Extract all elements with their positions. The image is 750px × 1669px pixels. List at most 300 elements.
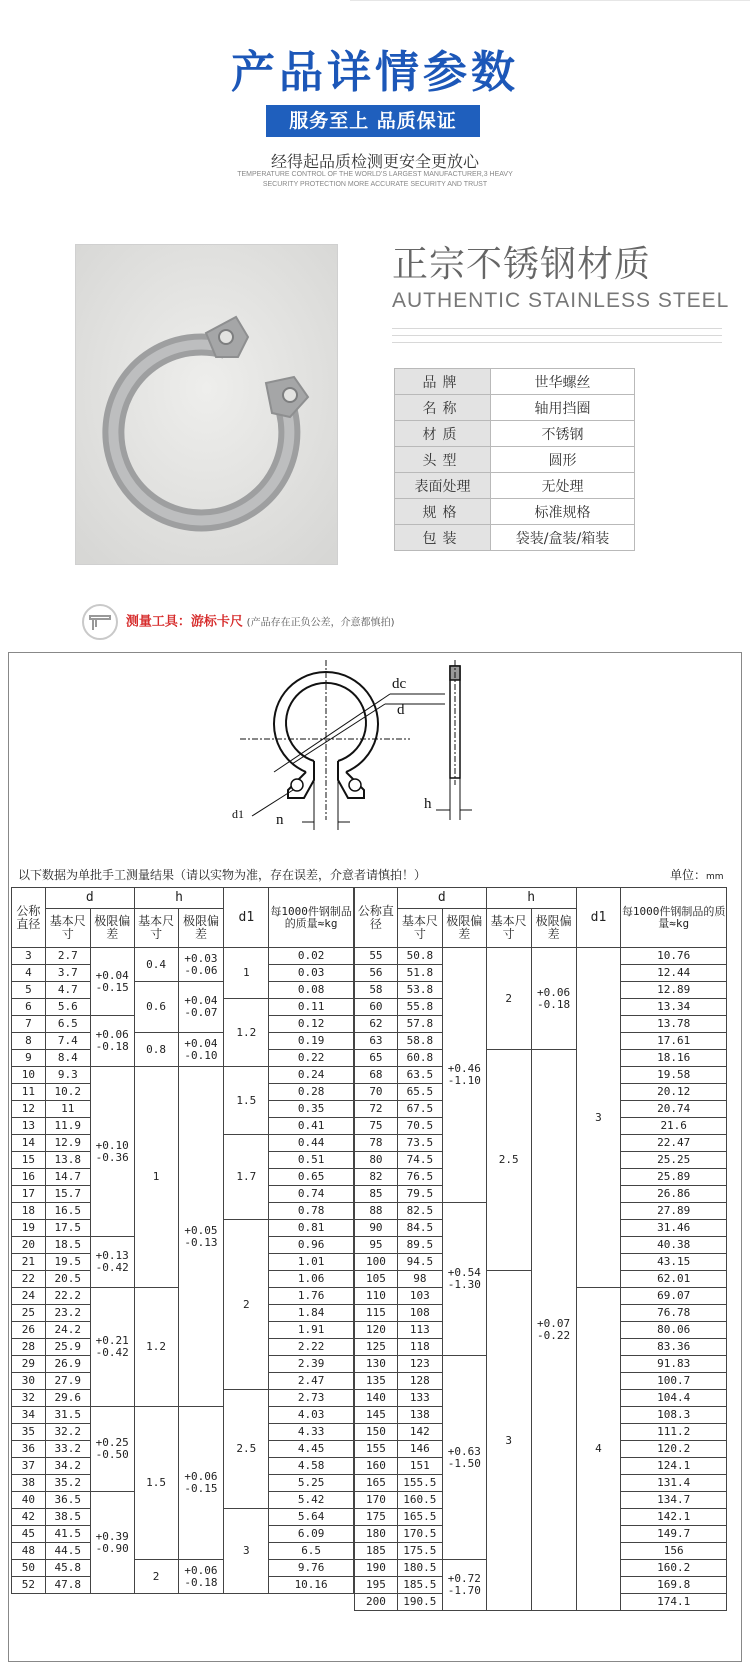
cell-mass: 10.76	[621, 948, 727, 965]
cell-mass: 6.5	[269, 1543, 354, 1560]
cell-mass: 2.22	[269, 1339, 354, 1356]
cell-mass: 0.74	[269, 1186, 354, 1203]
spec-value: 世华螺丝	[491, 369, 635, 395]
cell-mass: 169.8	[621, 1577, 727, 1594]
cell-d: 3.7	[45, 965, 90, 982]
cell-d: 170.5	[397, 1526, 442, 1543]
col-mass: 每1000件钢制品的质量≈kg	[621, 888, 727, 948]
cell-d-tol: +0.06 -0.18	[90, 1016, 134, 1067]
cell-nom: 48	[12, 1543, 46, 1560]
spec-key: 表面处理	[395, 473, 491, 499]
cell-d: 151	[397, 1458, 442, 1475]
cell-mass: 20.74	[621, 1101, 727, 1118]
caliper-icon	[82, 604, 118, 640]
cell-nom: 175	[355, 1509, 398, 1526]
cell-h-tol: +0.06 -0.18	[178, 1560, 224, 1594]
cell-d: 57.8	[397, 1016, 442, 1033]
cell-mass: 0.11	[269, 999, 354, 1016]
cell-nom: 21	[12, 1254, 46, 1271]
cell-nom: 18	[12, 1203, 46, 1220]
cell-d: 29.6	[45, 1390, 90, 1407]
cell-d: 24.2	[45, 1322, 90, 1339]
cell-d: 118	[397, 1339, 442, 1356]
cell-nom: 3	[12, 948, 46, 965]
cell-nom: 50	[12, 1560, 46, 1577]
spec-value: 袋装/盒装/箱装	[491, 525, 635, 551]
cell-nom: 56	[355, 965, 398, 982]
cell-d-tol: +0.63 -1.50	[442, 1356, 486, 1560]
cell-mass: 83.36	[621, 1339, 727, 1356]
cell-nom: 88	[355, 1203, 398, 1220]
spec-row	[395, 473, 635, 499]
cell-nom: 40	[12, 1492, 46, 1509]
cell-mass: 40.38	[621, 1237, 727, 1254]
cell-h: 1.5	[134, 1407, 178, 1560]
cell-mass: 100.7	[621, 1373, 727, 1390]
tool-note: (产品存在正负公差，介意都慎拍)	[246, 617, 395, 629]
decorative-lines	[392, 322, 722, 349]
cell-d: 94.5	[397, 1254, 442, 1271]
spec-key: 规格	[395, 499, 491, 525]
cell-mass: 2.39	[269, 1356, 354, 1373]
cell-mass: 0.28	[269, 1084, 354, 1101]
cell-h-tol: +0.06 -0.18	[531, 948, 576, 1050]
cell-d: 175.5	[397, 1543, 442, 1560]
spec-row	[395, 395, 635, 421]
cell-d: 155.5	[397, 1475, 442, 1492]
cell-mass: 108.3	[621, 1407, 727, 1424]
spec-key: 头型	[395, 447, 491, 473]
cell-d: 128	[397, 1373, 442, 1390]
cell-d: 5.6	[45, 999, 90, 1016]
cell-d: 53.8	[397, 982, 442, 999]
cell-nom: 90	[355, 1220, 398, 1237]
table-row	[355, 948, 727, 965]
label-h: h	[424, 796, 432, 812]
cell-mass: 0.08	[269, 982, 354, 999]
cell-nom: 63	[355, 1033, 398, 1050]
retaining-ring-diagram	[232, 660, 520, 860]
cell-nom: 72	[355, 1101, 398, 1118]
cell-d: 35.2	[45, 1475, 90, 1492]
cell-mass: 20.12	[621, 1084, 727, 1101]
cell-mass: 1.91	[269, 1322, 354, 1339]
cell-d: 185.5	[397, 1577, 442, 1594]
cell-nom: 28	[12, 1339, 46, 1356]
cell-nom: 26	[12, 1322, 46, 1339]
cell-mass: 0.19	[269, 1033, 354, 1050]
cell-d1: 4	[576, 1288, 621, 1611]
label-n: n	[276, 812, 284, 828]
cell-nom: 110	[355, 1288, 398, 1305]
cell-d1: 3	[576, 948, 621, 1288]
label-d1: d1	[232, 807, 244, 821]
cell-nom: 16	[12, 1169, 46, 1186]
cell-mass: 17.61	[621, 1033, 727, 1050]
cell-d: 47.8	[45, 1577, 90, 1594]
col-nominal: 公称直径	[12, 888, 46, 948]
cell-h: 0.4	[134, 948, 178, 982]
cell-mass: 0.65	[269, 1169, 354, 1186]
col-d-tol: 极限偏差	[90, 909, 134, 948]
cell-mass: 0.03	[269, 965, 354, 982]
table-row	[12, 1067, 354, 1084]
cell-d: 13.8	[45, 1152, 90, 1169]
cell-mass: 19.58	[621, 1067, 727, 1084]
table-row	[12, 1560, 354, 1577]
cell-d: 63.5	[397, 1067, 442, 1084]
cell-h: 3	[486, 1271, 531, 1611]
cell-d: 82.5	[397, 1203, 442, 1220]
cell-mass: 18.16	[621, 1050, 727, 1067]
cell-d: 14.7	[45, 1169, 90, 1186]
cell-d: 34.2	[45, 1458, 90, 1475]
cell-mass: 4.45	[269, 1441, 354, 1458]
table-row	[12, 1407, 354, 1424]
cell-nom: 38	[12, 1475, 46, 1492]
cell-mass: 0.35	[269, 1101, 354, 1118]
cell-h: 1.2	[134, 1288, 178, 1407]
cell-d: 36.5	[45, 1492, 90, 1509]
cell-mass: 0.44	[269, 1135, 354, 1152]
cell-nom: 34	[12, 1407, 46, 1424]
cell-nom: 115	[355, 1305, 398, 1322]
cell-d: 8.4	[45, 1050, 90, 1067]
cell-mass: 4.03	[269, 1407, 354, 1424]
cell-d: 60.8	[397, 1050, 442, 1067]
cell-mass: 13.78	[621, 1016, 727, 1033]
cell-mass: 21.6	[621, 1118, 727, 1135]
dimension-table-right	[354, 887, 727, 1611]
col-d: d	[397, 888, 486, 909]
cell-d: 98	[397, 1271, 442, 1288]
cell-mass: 1.06	[269, 1271, 354, 1288]
cell-d1: 1	[224, 948, 269, 999]
cell-h-tol: +0.07 -0.22	[531, 1050, 576, 1611]
cell-nom: 125	[355, 1339, 398, 1356]
cell-mass: 1.76	[269, 1288, 354, 1305]
retaining-ring-image	[76, 245, 337, 564]
cell-nom: 17	[12, 1186, 46, 1203]
top-divider	[350, 0, 750, 1]
cell-nom: 105	[355, 1271, 398, 1288]
cell-d: 4.7	[45, 982, 90, 999]
cell-nom: 10	[12, 1067, 46, 1084]
cell-mass: 10.16	[269, 1577, 354, 1594]
spec-value: 圆形	[491, 447, 635, 473]
cell-nom: 155	[355, 1441, 398, 1458]
cell-h: 1	[134, 1067, 178, 1288]
table-row	[355, 1050, 727, 1067]
col-d-tol: 极限偏差	[442, 909, 486, 948]
material-title-zh: 正宗不锈钢材质	[392, 244, 652, 285]
cell-d-tol: +0.21 -0.42	[90, 1288, 134, 1407]
cell-mass: 2.73	[269, 1390, 354, 1407]
cell-nom: 45	[12, 1526, 46, 1543]
cell-nom: 185	[355, 1543, 398, 1560]
cell-d: 33.2	[45, 1441, 90, 1458]
cell-mass: 5.42	[269, 1492, 354, 1509]
cell-nom: 130	[355, 1356, 398, 1373]
col-h: h	[486, 888, 576, 909]
cell-nom: 19	[12, 1220, 46, 1237]
label-d: d	[397, 702, 405, 718]
cell-mass: 4.58	[269, 1458, 354, 1475]
cell-nom: 8	[12, 1033, 46, 1050]
cell-nom: 85	[355, 1186, 398, 1203]
cell-mass: 0.81	[269, 1220, 354, 1237]
cell-mass: 174.1	[621, 1594, 727, 1611]
cell-mass: 91.83	[621, 1356, 727, 1373]
spec-key: 材质	[395, 421, 491, 447]
cell-mass: 4.33	[269, 1424, 354, 1441]
cell-h: 0.6	[134, 982, 178, 1033]
cell-mass: 0.24	[269, 1067, 354, 1084]
cell-d1: 1.7	[224, 1135, 269, 1220]
cell-h: 0.8	[134, 1033, 178, 1067]
col-h: h	[134, 888, 224, 909]
cell-nom: 58	[355, 982, 398, 999]
cell-nom: 55	[355, 948, 398, 965]
cell-d: 67.5	[397, 1101, 442, 1118]
cell-nom: 12	[12, 1101, 46, 1118]
cell-d: 11	[45, 1101, 90, 1118]
spec-row	[395, 447, 635, 473]
cell-d: 123	[397, 1356, 442, 1373]
table-row	[12, 948, 354, 965]
cell-nom: 170	[355, 1492, 398, 1509]
col-h-tol: 极限偏差	[531, 909, 576, 948]
col-nominal: 公称直径	[355, 888, 398, 948]
cell-mass: 62.01	[621, 1271, 727, 1288]
cell-mass: 43.15	[621, 1254, 727, 1271]
col-h-tol: 极限偏差	[178, 909, 224, 948]
cell-mass: 124.1	[621, 1458, 727, 1475]
cell-nom: 11	[12, 1084, 46, 1101]
cell-nom: 20	[12, 1237, 46, 1254]
cell-mass: 31.46	[621, 1220, 727, 1237]
cell-nom: 180	[355, 1526, 398, 1543]
tool-label: 测量工具：游标卡尺	[125, 614, 243, 630]
cell-nom: 30	[12, 1373, 46, 1390]
cell-mass: 12.44	[621, 965, 727, 982]
cell-nom: 75	[355, 1118, 398, 1135]
cell-nom: 62	[355, 1016, 398, 1033]
cell-d: 15.7	[45, 1186, 90, 1203]
cell-nom: 52	[12, 1577, 46, 1594]
cell-d: 103	[397, 1288, 442, 1305]
cell-d: 17.5	[45, 1220, 90, 1237]
cell-d: 27.9	[45, 1373, 90, 1390]
spec-value: 轴用挡圈	[491, 395, 635, 421]
measuring-tool-note	[82, 604, 394, 640]
cell-mass: 134.7	[621, 1492, 727, 1509]
spec-key: 名称	[395, 395, 491, 421]
cell-nom: 13	[12, 1118, 46, 1135]
page-title: 产品详情参数	[231, 47, 519, 98]
cell-d-tol: +0.13 -0.42	[90, 1237, 134, 1288]
cell-h: 2.5	[486, 1050, 531, 1271]
cell-d: 55.8	[397, 999, 442, 1016]
cell-nom: 195	[355, 1577, 398, 1594]
subtitle: 经得起品质检测更安全更放心	[270, 152, 479, 171]
cell-nom: 140	[355, 1390, 398, 1407]
cell-d: 9.3	[45, 1067, 90, 1084]
cell-d-tol: +0.10 -0.36	[90, 1067, 134, 1237]
cell-nom: 32	[12, 1390, 46, 1407]
cell-d1: 3	[224, 1509, 269, 1594]
cell-d: 25.9	[45, 1339, 90, 1356]
cell-mass: 1.01	[269, 1254, 354, 1271]
cell-mass: 80.06	[621, 1322, 727, 1339]
cell-h: 2	[486, 948, 531, 1050]
cell-nom: 190	[355, 1560, 398, 1577]
service-banner: 服务至上 品质保证	[266, 105, 480, 137]
cell-d: 51.8	[397, 965, 442, 982]
cell-d: 142	[397, 1424, 442, 1441]
cell-d: 89.5	[397, 1237, 442, 1254]
spec-row	[395, 369, 635, 395]
cell-d: 70.5	[397, 1118, 442, 1135]
cell-d: 73.5	[397, 1135, 442, 1152]
col-d: d	[45, 888, 134, 909]
cell-d1: 2.5	[224, 1390, 269, 1509]
spec-key: 品牌	[395, 369, 491, 395]
cell-nom: 60	[355, 999, 398, 1016]
cell-d: 31.5	[45, 1407, 90, 1424]
cell-nom: 37	[12, 1458, 46, 1475]
cell-d: 20.5	[45, 1271, 90, 1288]
spec-row	[395, 525, 635, 551]
cell-mass: 0.78	[269, 1203, 354, 1220]
cell-nom: 145	[355, 1407, 398, 1424]
cell-d: 11.9	[45, 1118, 90, 1135]
cell-nom: 120	[355, 1322, 398, 1339]
cell-d-tol: +0.54 -1.30	[442, 1203, 486, 1356]
cell-d: 18.5	[45, 1237, 90, 1254]
cell-d: 16.5	[45, 1203, 90, 1220]
unit-label: 单位：mm	[670, 868, 724, 882]
table-row	[12, 982, 354, 999]
cell-d: 180.5	[397, 1560, 442, 1577]
cell-d: 76.5	[397, 1169, 442, 1186]
col-h-basic: 基本尺寸	[134, 909, 178, 948]
cell-mass: 0.41	[269, 1118, 354, 1135]
cell-d: 22.2	[45, 1288, 90, 1305]
cell-mass: 26.86	[621, 1186, 727, 1203]
cell-d: 108	[397, 1305, 442, 1322]
cell-nom: 42	[12, 1509, 46, 1526]
cell-nom: 200	[355, 1594, 398, 1611]
cell-d: 19.5	[45, 1254, 90, 1271]
cell-d: 10.2	[45, 1084, 90, 1101]
cell-mass: 0.02	[269, 948, 354, 965]
data-notice: 以下数据为单批手工测量结果（请以实物为准，存在误差，介意者请慎拍！）	[18, 868, 427, 882]
cell-mass: 142.1	[621, 1509, 727, 1526]
cell-nom: 160	[355, 1458, 398, 1475]
cell-mass: 131.4	[621, 1475, 727, 1492]
spec-value: 不锈钢	[491, 421, 635, 447]
cell-d: 190.5	[397, 1594, 442, 1611]
cell-d: 38.5	[45, 1509, 90, 1526]
cell-d-tol: +0.04 -0.15	[90, 948, 134, 1016]
cell-h-tol: +0.04 -0.07	[178, 982, 224, 1033]
cell-h-tol: +0.03 -0.06	[178, 948, 224, 982]
cell-d: 7.4	[45, 1033, 90, 1050]
cell-d: 79.5	[397, 1186, 442, 1203]
cell-nom: 24	[12, 1288, 46, 1305]
cell-d: 65.5	[397, 1084, 442, 1101]
cell-nom: 95	[355, 1237, 398, 1254]
cell-nom: 65	[355, 1050, 398, 1067]
cell-h-tol: +0.06 -0.15	[178, 1407, 224, 1560]
col-d-basic: 基本尺寸	[45, 909, 90, 948]
cell-nom: 4	[12, 965, 46, 982]
label-dc: dc	[392, 676, 407, 692]
cell-nom: 100	[355, 1254, 398, 1271]
cell-mass: 0.12	[269, 1016, 354, 1033]
cell-mass: 1.84	[269, 1305, 354, 1322]
cell-nom: 80	[355, 1152, 398, 1169]
cell-mass: 0.96	[269, 1237, 354, 1254]
cell-mass: 160.2	[621, 1560, 727, 1577]
cell-d: 6.5	[45, 1016, 90, 1033]
cell-d: 45.8	[45, 1560, 90, 1577]
cell-d: 84.5	[397, 1220, 442, 1237]
cell-nom: 150	[355, 1424, 398, 1441]
cell-nom: 6	[12, 999, 46, 1016]
cell-d: 113	[397, 1322, 442, 1339]
cell-nom: 35	[12, 1424, 46, 1441]
spec-table	[394, 368, 635, 551]
cell-d: 50.8	[397, 948, 442, 965]
cell-nom: 22	[12, 1271, 46, 1288]
cell-mass: 2.47	[269, 1373, 354, 1390]
cell-d: 32.2	[45, 1424, 90, 1441]
cell-nom: 68	[355, 1067, 398, 1084]
cell-d: 44.5	[45, 1543, 90, 1560]
cell-d: 12.9	[45, 1135, 90, 1152]
cell-d1: 1.2	[224, 999, 269, 1067]
cell-nom: 7	[12, 1016, 46, 1033]
cell-mass: 76.78	[621, 1305, 727, 1322]
cell-d: 74.5	[397, 1152, 442, 1169]
english-tagline	[200, 170, 550, 190]
cell-nom: 78	[355, 1135, 398, 1152]
col-d1: d1	[224, 888, 269, 948]
cell-d-tol: +0.39 -0.90	[90, 1492, 134, 1594]
cell-mass: 9.76	[269, 1560, 354, 1577]
cell-nom: 70	[355, 1084, 398, 1101]
cell-mass: 27.89	[621, 1203, 727, 1220]
spec-row	[395, 499, 635, 525]
col-d1: d1	[576, 888, 621, 948]
cell-d: 58.8	[397, 1033, 442, 1050]
cell-mass: 0.51	[269, 1152, 354, 1169]
cell-mass: 149.7	[621, 1526, 727, 1543]
cell-mass: 5.64	[269, 1509, 354, 1526]
cell-d: 2.7	[45, 948, 90, 965]
cell-h: 2	[134, 1560, 178, 1594]
spec-value: 标准规格	[491, 499, 635, 525]
spec-row	[395, 421, 635, 447]
cell-d: 138	[397, 1407, 442, 1424]
cell-mass: 12.89	[621, 982, 727, 999]
cell-h-tol: +0.05 -0.13	[178, 1067, 224, 1407]
english-tagline-line2: SECURITY PROTECTION MORE ACCURATE SECURITY AND TRUST	[262, 181, 488, 188]
col-mass: 每1000件钢制品的质量≈kg	[269, 888, 354, 948]
cell-mass: 156	[621, 1543, 727, 1560]
